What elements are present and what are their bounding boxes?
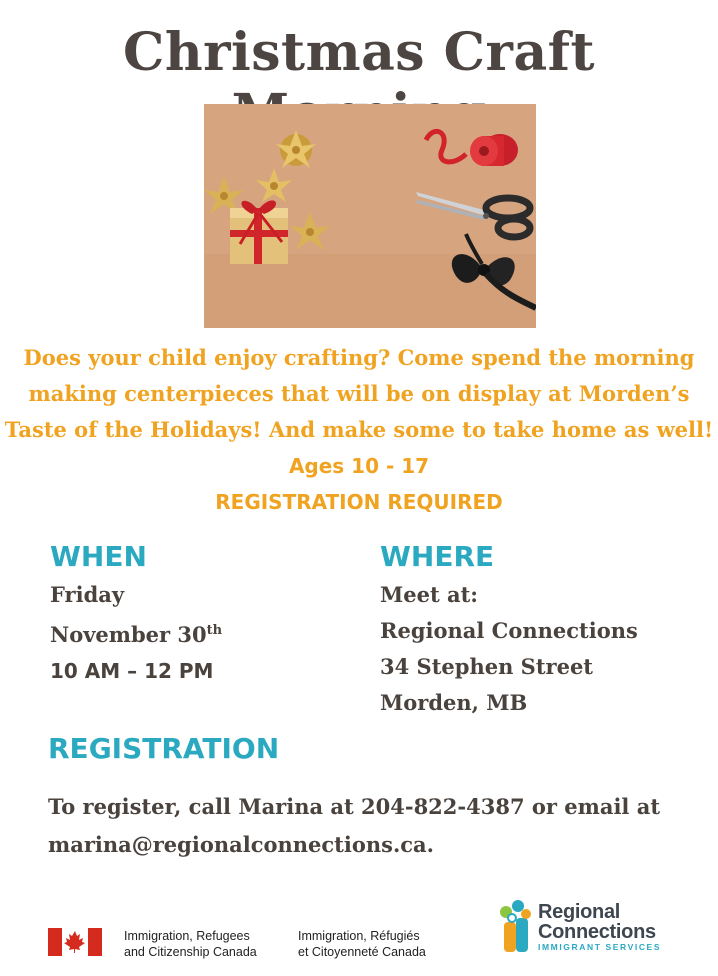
intro-line: making centerpieces that will be on display at Morden’s [28, 381, 690, 406]
government-name-english [124, 928, 257, 960]
intro-line: Taste of the Holidays! And make some to take home as well! [4, 417, 714, 442]
registration-text [48, 788, 688, 864]
footer-line: Immigration, Réfugiés [298, 929, 420, 943]
logo-subtitle: IMMIGRANT SERVICES [538, 942, 662, 952]
when-heading: WHEN [50, 540, 147, 573]
intro-block [0, 340, 718, 520]
where-line: Morden, MB [380, 690, 528, 715]
where-line: 34 Stephen Street [380, 654, 594, 679]
canada-flag-icon [48, 928, 102, 956]
registration-heading: REGISTRATION [48, 732, 280, 765]
registration-email[interactable]: marina@regionalconnections.ca. [48, 832, 434, 857]
page-title: Christmas Craft [122, 22, 596, 83]
logo-name: Regional [538, 901, 621, 923]
footer-line: et Citoyenneté Canada [298, 945, 426, 959]
government-name-french [298, 928, 426, 960]
registration-line: To register, call Marina at 204-822-4387 or email at [48, 794, 661, 819]
gift-box-icon [230, 200, 288, 264]
where-line: Regional Connections [380, 618, 638, 643]
event-date: November 30th [50, 622, 223, 647]
regional-connections-wordmark [538, 902, 661, 952]
event-day: Friday [50, 582, 125, 607]
where-heading: WHERE [380, 540, 495, 573]
event-time: 10 AM – 12 PM [50, 659, 214, 683]
ages-text: Ages 10 - 17 [288, 454, 430, 478]
when-section [50, 540, 350, 689]
where-section [380, 540, 700, 721]
where-line: Meet at: [380, 582, 479, 607]
craft-supplies-photo [204, 104, 536, 328]
registration-required-text: REGISTRATION REQUIRED [215, 490, 503, 514]
date-suffix: th [206, 623, 223, 638]
footer-line: Immigration, Refugees [124, 929, 250, 943]
regional-connections-logo-icon [496, 898, 536, 954]
logo-name: Connections [538, 921, 656, 943]
footer-line: and Citizenship Canada [124, 945, 257, 959]
intro-line: Does your child enjoy crafting? Come spend the morning [23, 345, 695, 370]
